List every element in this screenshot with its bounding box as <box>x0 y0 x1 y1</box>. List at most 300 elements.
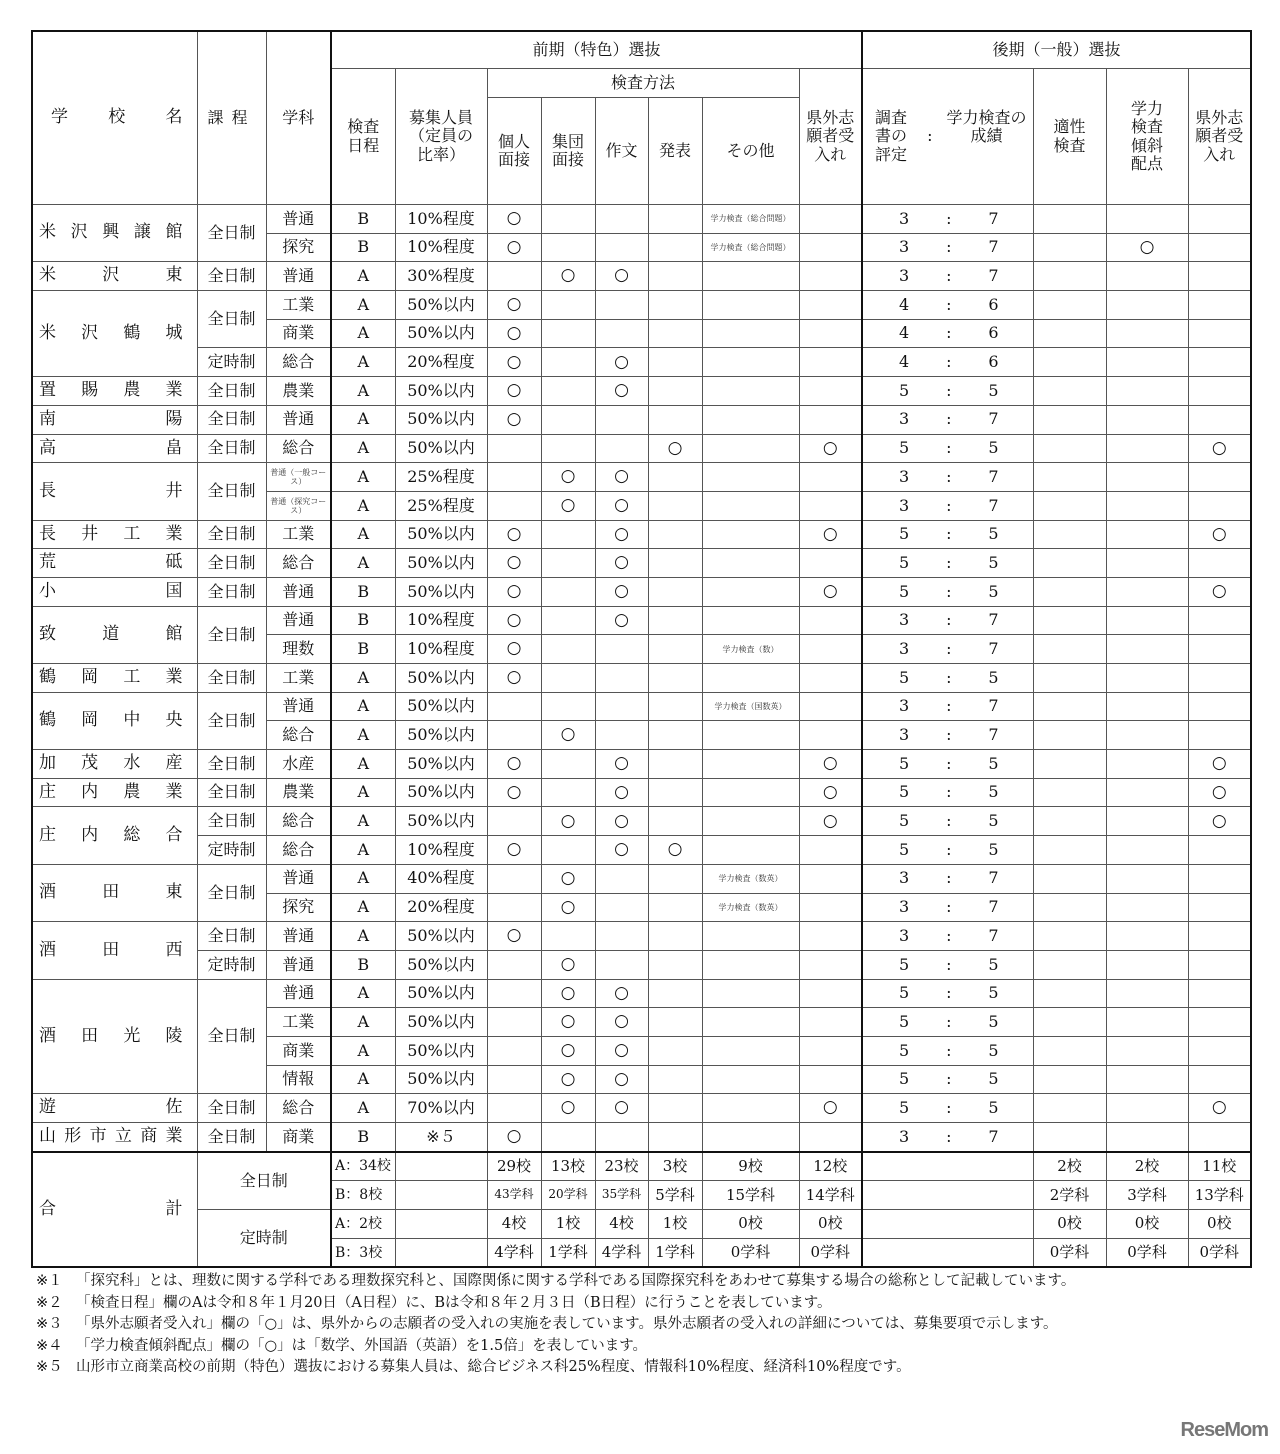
other-method-cell: 学力検査（数英） <box>702 864 799 893</box>
presentation-cell <box>648 979 702 1008</box>
dept-cell: 商業 <box>266 1036 331 1065</box>
ratio-total-empty <box>862 1181 1033 1210</box>
out-of-pref-cell <box>799 205 862 234</box>
table-row <box>32 979 1251 1008</box>
table-row <box>32 606 1251 635</box>
score-ratio <box>863 439 1033 457</box>
happyo-count: 5学科 <box>648 1181 702 1210</box>
other-method-cell <box>702 549 799 578</box>
essay-cell: ○ <box>595 836 648 865</box>
out-of-pref-late-cell <box>1188 635 1251 664</box>
recruit-ratio-cell: 70%以内 <box>395 1094 487 1123</box>
course-cell: 全日制 <box>197 664 266 693</box>
kengai-count: 0校 <box>799 1210 862 1239</box>
aptitude-cell <box>1033 262 1106 291</box>
other-method-cell <box>702 577 799 606</box>
interview-individual-cell <box>487 1008 541 1037</box>
recruit-ratio-cell: 40%程度 <box>395 864 487 893</box>
score-ratio <box>863 324 1033 342</box>
ratio-a: 5 <box>899 1097 910 1117</box>
school-name: 高畠 <box>39 437 183 458</box>
kengai2-count: 0校 <box>1188 1210 1251 1239</box>
kengai2-count: 11校 <box>1188 1152 1251 1181</box>
out-of-pref-late-cell <box>1188 922 1251 951</box>
table-row <box>32 1123 1251 1152</box>
out-of-pref-late-cell <box>1188 664 1251 693</box>
school-name-cell <box>32 979 197 1094</box>
essay-cell: ○ <box>595 1065 648 1094</box>
school-name-cell <box>32 262 197 291</box>
footnote-text: 「探究科」とは、理数に関する学科である理数探究科と、国際関係に関する学科である国際探究科をあわせて募集する場合の総称として記載しています。 <box>76 1273 1076 1289</box>
exam-date-cell: B <box>331 606 395 635</box>
ratio-sep: : <box>946 839 952 859</box>
ratio-sep: : <box>946 725 952 745</box>
happyo-count: 1校 <box>648 1210 702 1239</box>
other-method-cell <box>702 463 799 492</box>
weighted-score-cell <box>1106 750 1188 779</box>
out-of-pref-late-cell <box>1188 262 1251 291</box>
kengai2-count: 13学科 <box>1188 1181 1251 1210</box>
presentation-cell <box>648 778 702 807</box>
ratio-sep: : <box>946 1126 952 1146</box>
interview-group-cell: ○ <box>541 262 595 291</box>
out-of-pref-cell <box>799 405 862 434</box>
table-row <box>32 205 1251 234</box>
school-name-cell <box>32 405 197 434</box>
course-cell: 定時制 <box>197 950 266 979</box>
presentation-cell <box>648 233 702 262</box>
table-row <box>32 922 1251 951</box>
interview-individual-cell: ○ <box>487 291 541 320</box>
course-cell: 全日制 <box>197 807 266 836</box>
ratio-sep: : <box>946 638 952 658</box>
aptitude-cell <box>1033 721 1106 750</box>
kengai2-count: 0学科 <box>1188 1238 1251 1267</box>
weighted-score-cell <box>1106 979 1188 1008</box>
school-name-cell <box>32 291 197 377</box>
essay-cell <box>595 950 648 979</box>
recruit-ratio-cell: ※５ <box>395 1123 487 1152</box>
school-name-cell <box>32 692 197 749</box>
ratio-b: 6 <box>988 352 999 372</box>
out-of-pref-late-cell <box>1188 549 1251 578</box>
out-of-pref-cell <box>799 1065 862 1094</box>
ratio-sep: : <box>946 1069 952 1089</box>
header-keisha: 学力検査傾斜配点 <box>1106 69 1188 205</box>
ratio-sep: : <box>946 380 952 400</box>
presentation-cell <box>648 893 702 922</box>
ratio-b: 5 <box>988 667 999 687</box>
weighted-score-cell <box>1106 262 1188 291</box>
score-ratio-cell <box>862 233 1033 262</box>
interview-individual-cell: ○ <box>487 778 541 807</box>
out-of-pref-cell: ○ <box>799 778 862 807</box>
aptitude-cell <box>1033 549 1106 578</box>
exam-date-cell: A <box>331 750 395 779</box>
other-method-cell <box>702 950 799 979</box>
ratio-a: 3 <box>899 1126 910 1146</box>
tekisei-count: 2学科 <box>1033 1181 1106 1210</box>
other-method-cell <box>702 291 799 320</box>
out-of-pref-late-cell <box>1188 721 1251 750</box>
interview-group-cell: ○ <box>541 463 595 492</box>
ratio-b: 7 <box>988 868 999 888</box>
interview-individual-cell: ○ <box>487 348 541 377</box>
score-ratio-cell <box>862 922 1033 951</box>
presentation-cell <box>648 807 702 836</box>
score-ratio-cell <box>862 1036 1033 1065</box>
aptitude-cell <box>1033 319 1106 348</box>
ratio-sep: : <box>946 610 952 630</box>
presentation-cell <box>648 1065 702 1094</box>
out-of-pref-late-cell <box>1188 1123 1251 1152</box>
essay-cell: ○ <box>595 577 648 606</box>
ratio-b: 5 <box>988 811 999 831</box>
ratio-sep: : <box>946 524 952 544</box>
interview-group-cell: ○ <box>541 1094 595 1123</box>
other-method-cell <box>702 348 799 377</box>
out-of-pref-cell <box>799 319 862 348</box>
recruit-ratio-cell: 50%以内 <box>395 549 487 578</box>
recruit-ratio-cell: 50%以内 <box>395 1065 487 1094</box>
ratio-sep: : <box>946 552 952 572</box>
dept-cell: 総合 <box>266 807 331 836</box>
other-method-cell <box>702 434 799 463</box>
other-method-cell: 学力検査（国数英） <box>702 692 799 721</box>
interview-group-cell <box>541 750 595 779</box>
ratio-a: 3 <box>899 237 910 257</box>
ratio-a: 3 <box>899 725 910 745</box>
out-of-pref-cell <box>799 377 862 406</box>
out-of-pref-late-cell <box>1188 692 1251 721</box>
school-name: 米沢興譲館 <box>39 222 183 243</box>
ratio-b: 7 <box>988 409 999 429</box>
dept-cell: 普通（一般コース） <box>266 463 331 492</box>
recruit-ratio-cell: 20%程度 <box>395 893 487 922</box>
exam-date-cell: A <box>331 893 395 922</box>
exam-date-cell: B <box>331 205 395 234</box>
essay-cell: ○ <box>595 1036 648 1065</box>
weighted-score-cell <box>1106 1036 1188 1065</box>
score-ratio-cell <box>862 491 1033 520</box>
course-cell: 全日制 <box>197 291 266 348</box>
score-ratio-cell <box>862 520 1033 549</box>
score-ratio <box>863 726 1033 744</box>
presentation-cell: ○ <box>648 434 702 463</box>
other-method-cell: 学力検査（数英） <box>702 893 799 922</box>
recruit-ratio-cell: 10%程度 <box>395 205 487 234</box>
ratio-total-empty <box>862 1210 1033 1239</box>
aptitude-cell <box>1033 664 1106 693</box>
presentation-cell <box>648 205 702 234</box>
sonota-count: 0学科 <box>702 1238 799 1267</box>
presentation-cell <box>648 750 702 779</box>
school-name-cell <box>32 1123 197 1152</box>
exam-date-cell: A <box>331 319 395 348</box>
ratio-b: 7 <box>988 1126 999 1146</box>
course-cell: 全日制 <box>197 463 266 520</box>
other-method-cell <box>702 405 799 434</box>
interview-group-cell: ○ <box>541 1008 595 1037</box>
out-of-pref-late-cell: ○ <box>1188 807 1251 836</box>
table-row <box>32 692 1251 721</box>
footnote <box>36 1314 1226 1336</box>
dept-cell: 総合 <box>266 549 331 578</box>
interview-individual-cell <box>487 950 541 979</box>
school-name-cell <box>32 922 197 979</box>
ratio-a: 5 <box>899 380 910 400</box>
score-ratio-cell <box>862 348 1033 377</box>
footnote-number: ※５ <box>36 1359 63 1375</box>
aptitude-cell <box>1033 950 1106 979</box>
presentation-cell <box>648 606 702 635</box>
ratio-sep: : <box>946 208 952 228</box>
footnote-text: 「学力検査傾斜配点」欄の「○」は「数学、外国語（英語）を1.5倍」を表しています。 <box>76 1337 648 1354</box>
total-label-cell <box>32 1152 197 1268</box>
ratio-sep: : <box>946 266 952 286</box>
presentation-cell <box>648 1123 702 1152</box>
dept-cell: 工業 <box>266 291 331 320</box>
exam-date-cell: B <box>331 950 395 979</box>
other-method-cell <box>702 491 799 520</box>
happyo-count: 1学科 <box>648 1238 702 1267</box>
school-name-cell <box>32 807 197 864</box>
course-cell: 全日制 <box>197 692 266 749</box>
table-row <box>32 291 1251 320</box>
recruit-ratio-cell: 10%程度 <box>395 233 487 262</box>
score-ratio <box>863 583 1033 601</box>
recruit-ratio-cell: 20%程度 <box>395 348 487 377</box>
other-method-cell <box>702 520 799 549</box>
recruit-ratio-cell: 50%以内 <box>395 1008 487 1037</box>
out-of-pref-cell <box>799 606 862 635</box>
out-of-pref-cell: ○ <box>799 750 862 779</box>
interview-group-cell: ○ <box>541 721 595 750</box>
weighted-score-cell <box>1106 1123 1188 1152</box>
exam-date-cell: A <box>331 291 395 320</box>
interview-individual-cell <box>487 721 541 750</box>
ratio-b: 7 <box>988 725 999 745</box>
essay-cell <box>595 893 648 922</box>
course-cell: 全日制 <box>197 606 266 663</box>
header-early-selection: 前期（特色）選抜 <box>331 31 862 69</box>
table-row <box>32 348 1251 377</box>
school-name-cell <box>32 549 197 578</box>
weighted-score-cell <box>1106 520 1188 549</box>
exam-date-cell: A <box>331 664 395 693</box>
recruit-ratio-cell: 50%以内 <box>395 577 487 606</box>
weighted-score-cell <box>1106 893 1188 922</box>
ratio-sep: : <box>927 126 933 146</box>
aptitude-cell <box>1033 348 1106 377</box>
interview-individual-cell <box>487 1065 541 1094</box>
ratio-a: 3 <box>899 897 910 917</box>
footnote-text: 山形市立商業高校の前期（特色）選抜における募集人員は、総合ビジネス科25%程度、情報科10%程度、経済科10%程度です。 <box>76 1359 911 1375</box>
out-of-pref-late-cell <box>1188 319 1251 348</box>
presentation-cell <box>648 721 702 750</box>
out-of-pref-late-cell: ○ <box>1188 434 1251 463</box>
footnote <box>36 1293 1226 1315</box>
exam-date-cell: A <box>331 1065 395 1094</box>
ratio-a: 3 <box>899 868 910 888</box>
interview-individual-cell: ○ <box>487 520 541 549</box>
recruit-ratio-cell: 30%程度 <box>395 262 487 291</box>
presentation-cell <box>648 491 702 520</box>
aptitude-cell <box>1033 520 1106 549</box>
other-method-cell: 学力検査（数） <box>702 635 799 664</box>
interview-individual-cell <box>487 807 541 836</box>
dept-cell: 普通 <box>266 979 331 1008</box>
course-cell: 全日制 <box>197 434 266 463</box>
presentation-cell <box>648 463 702 492</box>
ratio-sep: : <box>946 1097 952 1117</box>
score-ratio <box>863 554 1033 572</box>
recruit-ratio-cell: 10%程度 <box>395 836 487 865</box>
out-of-pref-cell: ○ <box>799 1094 862 1123</box>
dept-cell: 普通 <box>266 205 331 234</box>
interview-individual-cell <box>487 692 541 721</box>
footnote-text: 「県外志願者受入れ」欄の「○」は、県外からの志願者の受入れの実施を表しています。県外志願者の受入れの詳細については、募集要項で示します。 <box>76 1316 1058 1332</box>
course-cell: 全日制 <box>197 979 266 1094</box>
weighted-score-cell <box>1106 1094 1188 1123</box>
essay-cell: ○ <box>595 463 648 492</box>
essay-cell: ○ <box>595 778 648 807</box>
out-of-pref-late-cell <box>1188 348 1251 377</box>
aptitude-cell <box>1033 893 1106 922</box>
weighted-score-cell <box>1106 778 1188 807</box>
ratio-a: 5 <box>899 983 910 1003</box>
out-of-pref-late-cell: ○ <box>1188 778 1251 807</box>
footnote-number: ※４ <box>36 1337 63 1354</box>
header-kengai: 県外志願者受入れ <box>799 69 862 205</box>
score-ratio-cell <box>862 750 1033 779</box>
ratio-sep: : <box>946 868 952 888</box>
aptitude-cell <box>1033 577 1106 606</box>
out-of-pref-cell <box>799 491 862 520</box>
score-ratio-cell <box>862 377 1033 406</box>
interview-individual-cell: ○ <box>487 750 541 779</box>
out-of-pref-late-cell <box>1188 463 1251 492</box>
keisha-count: 0校 <box>1106 1210 1188 1239</box>
table-row <box>32 778 1251 807</box>
interview-individual-cell: ○ <box>487 836 541 865</box>
shudan-count: 1校 <box>541 1210 595 1239</box>
score-ratio-cell <box>862 664 1033 693</box>
out-of-pref-late-cell: ○ <box>1188 520 1251 549</box>
score-ratio-cell <box>862 893 1033 922</box>
essay-cell: ○ <box>595 491 648 520</box>
exam-date-cell: B <box>331 577 395 606</box>
recruit-ratio-cell: 10%程度 <box>395 606 487 635</box>
ratio-a: 5 <box>899 811 910 831</box>
out-of-pref-cell <box>799 262 862 291</box>
interview-group-cell <box>541 664 595 693</box>
essay-cell <box>595 1123 648 1152</box>
out-of-pref-late-cell: ○ <box>1188 577 1251 606</box>
dept-cell: 総合 <box>266 434 331 463</box>
ratio-sep: : <box>946 1040 952 1060</box>
exam-date-cell: A <box>331 377 395 406</box>
ratio-b: 7 <box>988 237 999 257</box>
out-of-pref-cell <box>799 1008 862 1037</box>
table-row <box>32 864 1251 893</box>
out-of-pref-late-cell <box>1188 950 1251 979</box>
essay-cell: ○ <box>595 1008 648 1037</box>
interview-group-cell: ○ <box>541 893 595 922</box>
ratio-total-empty <box>862 1238 1033 1267</box>
school-name: 酒田光陵 <box>39 1025 183 1046</box>
sakubun-count: 4校 <box>595 1210 648 1239</box>
score-ratio <box>863 238 1033 256</box>
header-late-selection: 後期（一般）選抜 <box>862 31 1251 69</box>
essay-cell: ○ <box>595 606 648 635</box>
ratio-a: 5 <box>899 782 910 802</box>
out-of-pref-cell: ○ <box>799 520 862 549</box>
shudan-count: 13校 <box>541 1152 595 1181</box>
dept-cell: 探究 <box>266 893 331 922</box>
table-body <box>32 205 1251 1268</box>
table-row <box>32 405 1251 434</box>
table-row <box>32 950 1251 979</box>
other-method-cell <box>702 778 799 807</box>
ratio-a: 5 <box>899 552 910 572</box>
out-of-pref-late-cell <box>1188 377 1251 406</box>
weighted-score-cell <box>1106 319 1188 348</box>
table-row <box>32 434 1251 463</box>
weighted-score-cell <box>1106 434 1188 463</box>
school-name: 庄内総合 <box>39 824 183 845</box>
exam-date-cell: B <box>331 1123 395 1152</box>
aptitude-cell <box>1033 979 1106 1008</box>
ratio-sep: : <box>946 352 952 372</box>
exam-date-cell: A <box>331 922 395 951</box>
other-method-cell <box>702 1008 799 1037</box>
presentation-cell <box>648 692 702 721</box>
school-name: 鶴岡工業 <box>39 667 183 688</box>
out-of-pref-late-cell <box>1188 864 1251 893</box>
recruit-ratio-cell: 50%以内 <box>395 664 487 693</box>
out-of-pref-cell <box>799 291 862 320</box>
recruit-ratio-cell: 10%程度 <box>395 635 487 664</box>
sonota-count: 9校 <box>702 1152 799 1181</box>
table-row <box>32 520 1251 549</box>
essay-cell: ○ <box>595 750 648 779</box>
interview-individual-cell: ○ <box>487 205 541 234</box>
score-ratio <box>863 1070 1033 1088</box>
weighted-score-cell <box>1106 405 1188 434</box>
dept-cell: 普通 <box>266 950 331 979</box>
interview-individual-cell <box>487 893 541 922</box>
dept-cell: 総合 <box>266 836 331 865</box>
other-method-cell <box>702 664 799 693</box>
ratio-sep: : <box>946 438 952 458</box>
score-ratio <box>863 640 1033 658</box>
recruit-ratio-cell: 50%以内 <box>395 520 487 549</box>
aptitude-cell <box>1033 233 1106 262</box>
ratio-b: 5 <box>988 983 999 1003</box>
other-method-cell <box>702 606 799 635</box>
dept-cell: 商業 <box>266 1123 331 1152</box>
school-name: 米沢東 <box>39 265 183 286</box>
header-happyo: 発表 <box>648 98 702 205</box>
weighted-score-cell <box>1106 205 1188 234</box>
kojin-count: 4学科 <box>487 1238 541 1267</box>
interview-group-cell <box>541 291 595 320</box>
score-ratio <box>863 296 1033 314</box>
course-cell: 全日制 <box>197 577 266 606</box>
aptitude-cell <box>1033 606 1106 635</box>
essay-cell <box>595 692 648 721</box>
